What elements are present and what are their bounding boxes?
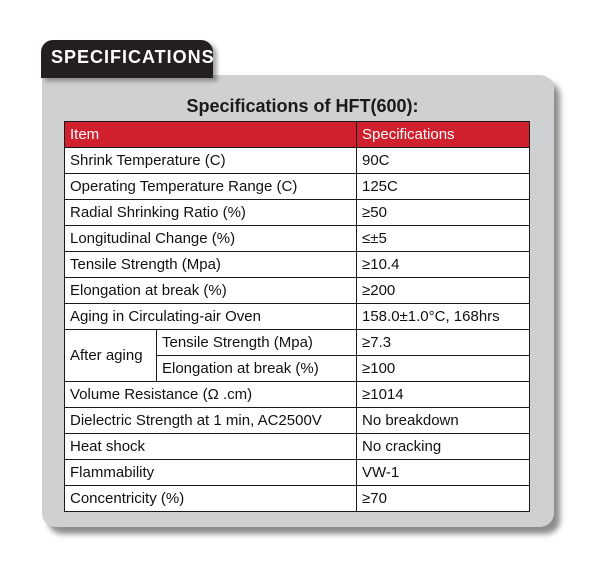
section-tab-label: SPECIFICATIONS xyxy=(51,47,215,67)
table-row xyxy=(65,304,530,330)
row-item: Operating Temperature Range (C) xyxy=(65,174,357,200)
row-item: Radial Shrinking Ratio (%) xyxy=(65,200,357,226)
after-aging-label: After aging xyxy=(65,330,157,382)
table-row xyxy=(65,408,530,434)
table-row xyxy=(65,434,530,460)
row-value: VW-1 xyxy=(357,460,530,486)
row-item: Aging in Circulating-air Oven xyxy=(65,304,357,330)
row-value: 158.0±1.0°C, 168hrs xyxy=(357,304,530,330)
row-value: ≥7.3 xyxy=(357,330,530,356)
table-row xyxy=(65,330,530,356)
spec-table xyxy=(64,121,530,512)
table-row xyxy=(65,148,530,174)
table-row xyxy=(65,460,530,486)
row-value: ≥70 xyxy=(357,486,530,512)
row-value: 90C xyxy=(357,148,530,174)
row-item: Shrink Temperature (C) xyxy=(65,148,357,174)
row-item: Dielectric Strength at 1 min, AC2500V xyxy=(65,408,357,434)
table-header-row xyxy=(65,122,530,148)
header-item: Item xyxy=(65,122,357,148)
row-item: Tensile Strength (Mpa) xyxy=(65,252,357,278)
row-value: ≥1014 xyxy=(357,382,530,408)
row-item: Flammability xyxy=(65,460,357,486)
row-value: ≤±5 xyxy=(357,226,530,252)
row-value: No breakdown xyxy=(357,408,530,434)
table-row xyxy=(65,278,530,304)
row-value: ≥50 xyxy=(357,200,530,226)
table-row xyxy=(65,252,530,278)
row-item: Concentricity (%) xyxy=(65,486,357,512)
row-item: Volume Resistance (Ω .cm) xyxy=(65,382,357,408)
row-item: Longitudinal Change (%) xyxy=(65,226,357,252)
row-item: Heat shock xyxy=(65,434,357,460)
table-row xyxy=(65,486,530,512)
row-value: ≥10.4 xyxy=(357,252,530,278)
row-item: Elongation at break (%) xyxy=(65,278,357,304)
section-tab xyxy=(41,40,213,78)
spec-title: Specifications of HFT(600): xyxy=(186,96,419,116)
row-value: ≥200 xyxy=(357,278,530,304)
row-value: 125C xyxy=(357,174,530,200)
table-row xyxy=(65,200,530,226)
row-value: ≥100 xyxy=(357,356,530,382)
table-row xyxy=(65,174,530,200)
table-row xyxy=(65,226,530,252)
row-item: Tensile Strength (Mpa) xyxy=(157,330,357,356)
table-row xyxy=(65,382,530,408)
header-specifications: Specifications xyxy=(357,122,530,148)
row-item: Elongation at break (%) xyxy=(157,356,357,382)
row-value: No cracking xyxy=(357,434,530,460)
